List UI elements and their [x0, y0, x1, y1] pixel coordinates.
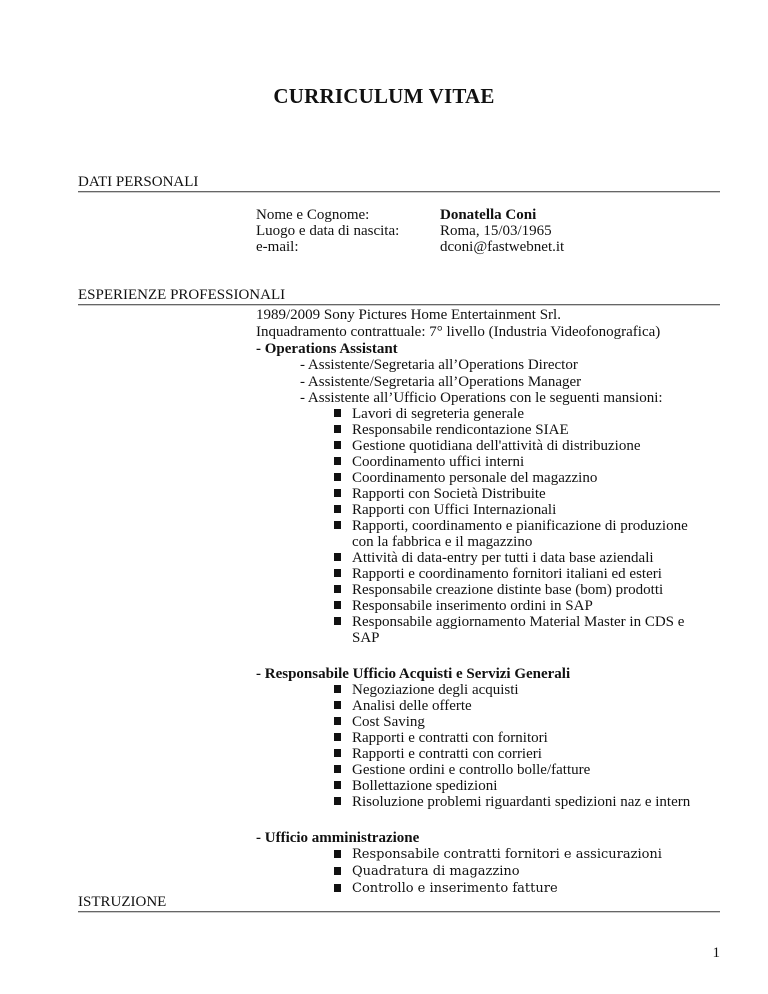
- list-item: Coordinamento uffici interni: [352, 454, 524, 470]
- bullet-icon: [334, 425, 341, 433]
- bullet-icon: [334, 601, 341, 609]
- bullet-icon: [334, 521, 341, 529]
- role-title: - Ufficio amministrazione: [256, 830, 420, 846]
- bullet-icon: [334, 569, 341, 577]
- list-item: Cost Saving: [352, 714, 425, 730]
- bullet-icon: [334, 701, 341, 709]
- list-item-continuation: con la fabbrica e il magazzino: [352, 534, 533, 550]
- list-item: Rapporti, coordinamento e pianificazione di produzione: [352, 518, 688, 534]
- list-item: Quadratura di magazzino: [352, 864, 520, 880]
- name-label: Nome e Cognome:: [256, 207, 370, 223]
- bullet-icon: [334, 553, 341, 561]
- list-item: Risoluzione problemi riguardanti spedizioni naz e intern: [352, 794, 690, 810]
- name-value: Donatella Coni: [440, 207, 537, 223]
- bullet-icon: [334, 505, 341, 513]
- bullet-icon: [334, 781, 341, 789]
- page-number: 1: [712, 945, 720, 961]
- list-item: Responsabile inserimento ordini in SAP: [352, 598, 593, 614]
- section-rule: [78, 304, 720, 306]
- list-item-continuation: SAP: [352, 630, 380, 646]
- list-item: - Assistente all’Ufficio Operations con le seguenti mansioni:: [300, 390, 663, 406]
- list-item: Rapporti e contratti con corrieri: [352, 746, 542, 762]
- bullet-icon: [334, 409, 341, 417]
- list-item: Responsabile rendicontazione SIAE: [352, 422, 569, 438]
- list-item: Rapporti e contratti con fornitori: [352, 730, 548, 746]
- bullet-icon: [334, 749, 341, 757]
- list-item: - Assistente/Segretaria all’Operations Director: [300, 357, 578, 373]
- section-rule: [78, 191, 720, 193]
- bullet-icon: [334, 457, 341, 465]
- section-title-education: ISTRUZIONE: [78, 894, 167, 910]
- role-title: - Responsabile Ufficio Acquisti e Servizi Generali: [256, 666, 571, 682]
- section-title-experience: ESPERIENZE PROFESSIONALI: [78, 287, 286, 303]
- bullet-icon: [334, 765, 341, 773]
- birth-label: Luogo e data di nascita:: [256, 223, 400, 239]
- company-line: 1989/2009 Sony Pictures Home Entertainment Srl.: [256, 307, 561, 323]
- section-rule: [78, 911, 720, 913]
- birth-value: Roma, 15/03/1965: [440, 223, 552, 239]
- bullet-icon: [334, 717, 341, 725]
- list-item: Negoziazione degli acquisti: [352, 682, 519, 698]
- list-item: Rapporti con Uffici Internazionali: [352, 502, 556, 518]
- role-title: - Operations Assistant: [256, 341, 398, 357]
- section-title-personal: DATI PERSONALI: [78, 174, 199, 190]
- bullet-icon: [334, 797, 341, 805]
- contract-line: Inquadramento contrattuale: 7° livello (Industria Videofonografica): [256, 324, 661, 340]
- bullet-icon: [334, 489, 341, 497]
- list-item: Gestione quotidiana dell'attività di distribuzione: [352, 438, 640, 454]
- list-item: Gestione ordini e controllo bolle/fatture: [352, 762, 590, 778]
- list-item: Rapporti con Società Distribuite: [352, 486, 546, 502]
- list-item: Analisi delle offerte: [352, 698, 472, 714]
- email-label: e-mail:: [256, 239, 299, 255]
- bullet-icon: [334, 850, 341, 858]
- list-item: Rapporti e coordinamento fornitori italiani ed esteri: [352, 566, 662, 582]
- list-item: Attività di data-entry per tutti i data base aziendali: [352, 550, 654, 566]
- list-item: Responsabile creazione distinte base (bom) prodotti: [352, 582, 663, 598]
- list-item: Coordinamento personale del magazzino: [352, 470, 597, 486]
- bullet-icon: [334, 473, 341, 481]
- list-item: Responsabile contratti fornitori e assicurazioni: [352, 847, 662, 863]
- email-value: dconi@fastwebnet.it: [440, 239, 565, 255]
- list-item: Controllo e inserimento fatture: [352, 881, 558, 897]
- bullet-icon: [334, 441, 341, 449]
- bullet-icon: [334, 884, 341, 892]
- bullet-icon: [334, 867, 341, 875]
- bullet-icon: [334, 733, 341, 741]
- bullet-icon: [334, 617, 341, 625]
- document-title: CURRICULUM VITAE: [273, 84, 495, 108]
- list-item: Lavori di segreteria generale: [352, 406, 524, 422]
- list-item: Bollettazione spedizioni: [352, 778, 497, 794]
- bullet-icon: [334, 685, 341, 693]
- bullet-icon: [334, 585, 341, 593]
- list-item: Responsabile aggiornamento Material Master in CDS e: [352, 614, 684, 630]
- list-item: - Assistente/Segretaria all’Operations Manager: [300, 374, 582, 390]
